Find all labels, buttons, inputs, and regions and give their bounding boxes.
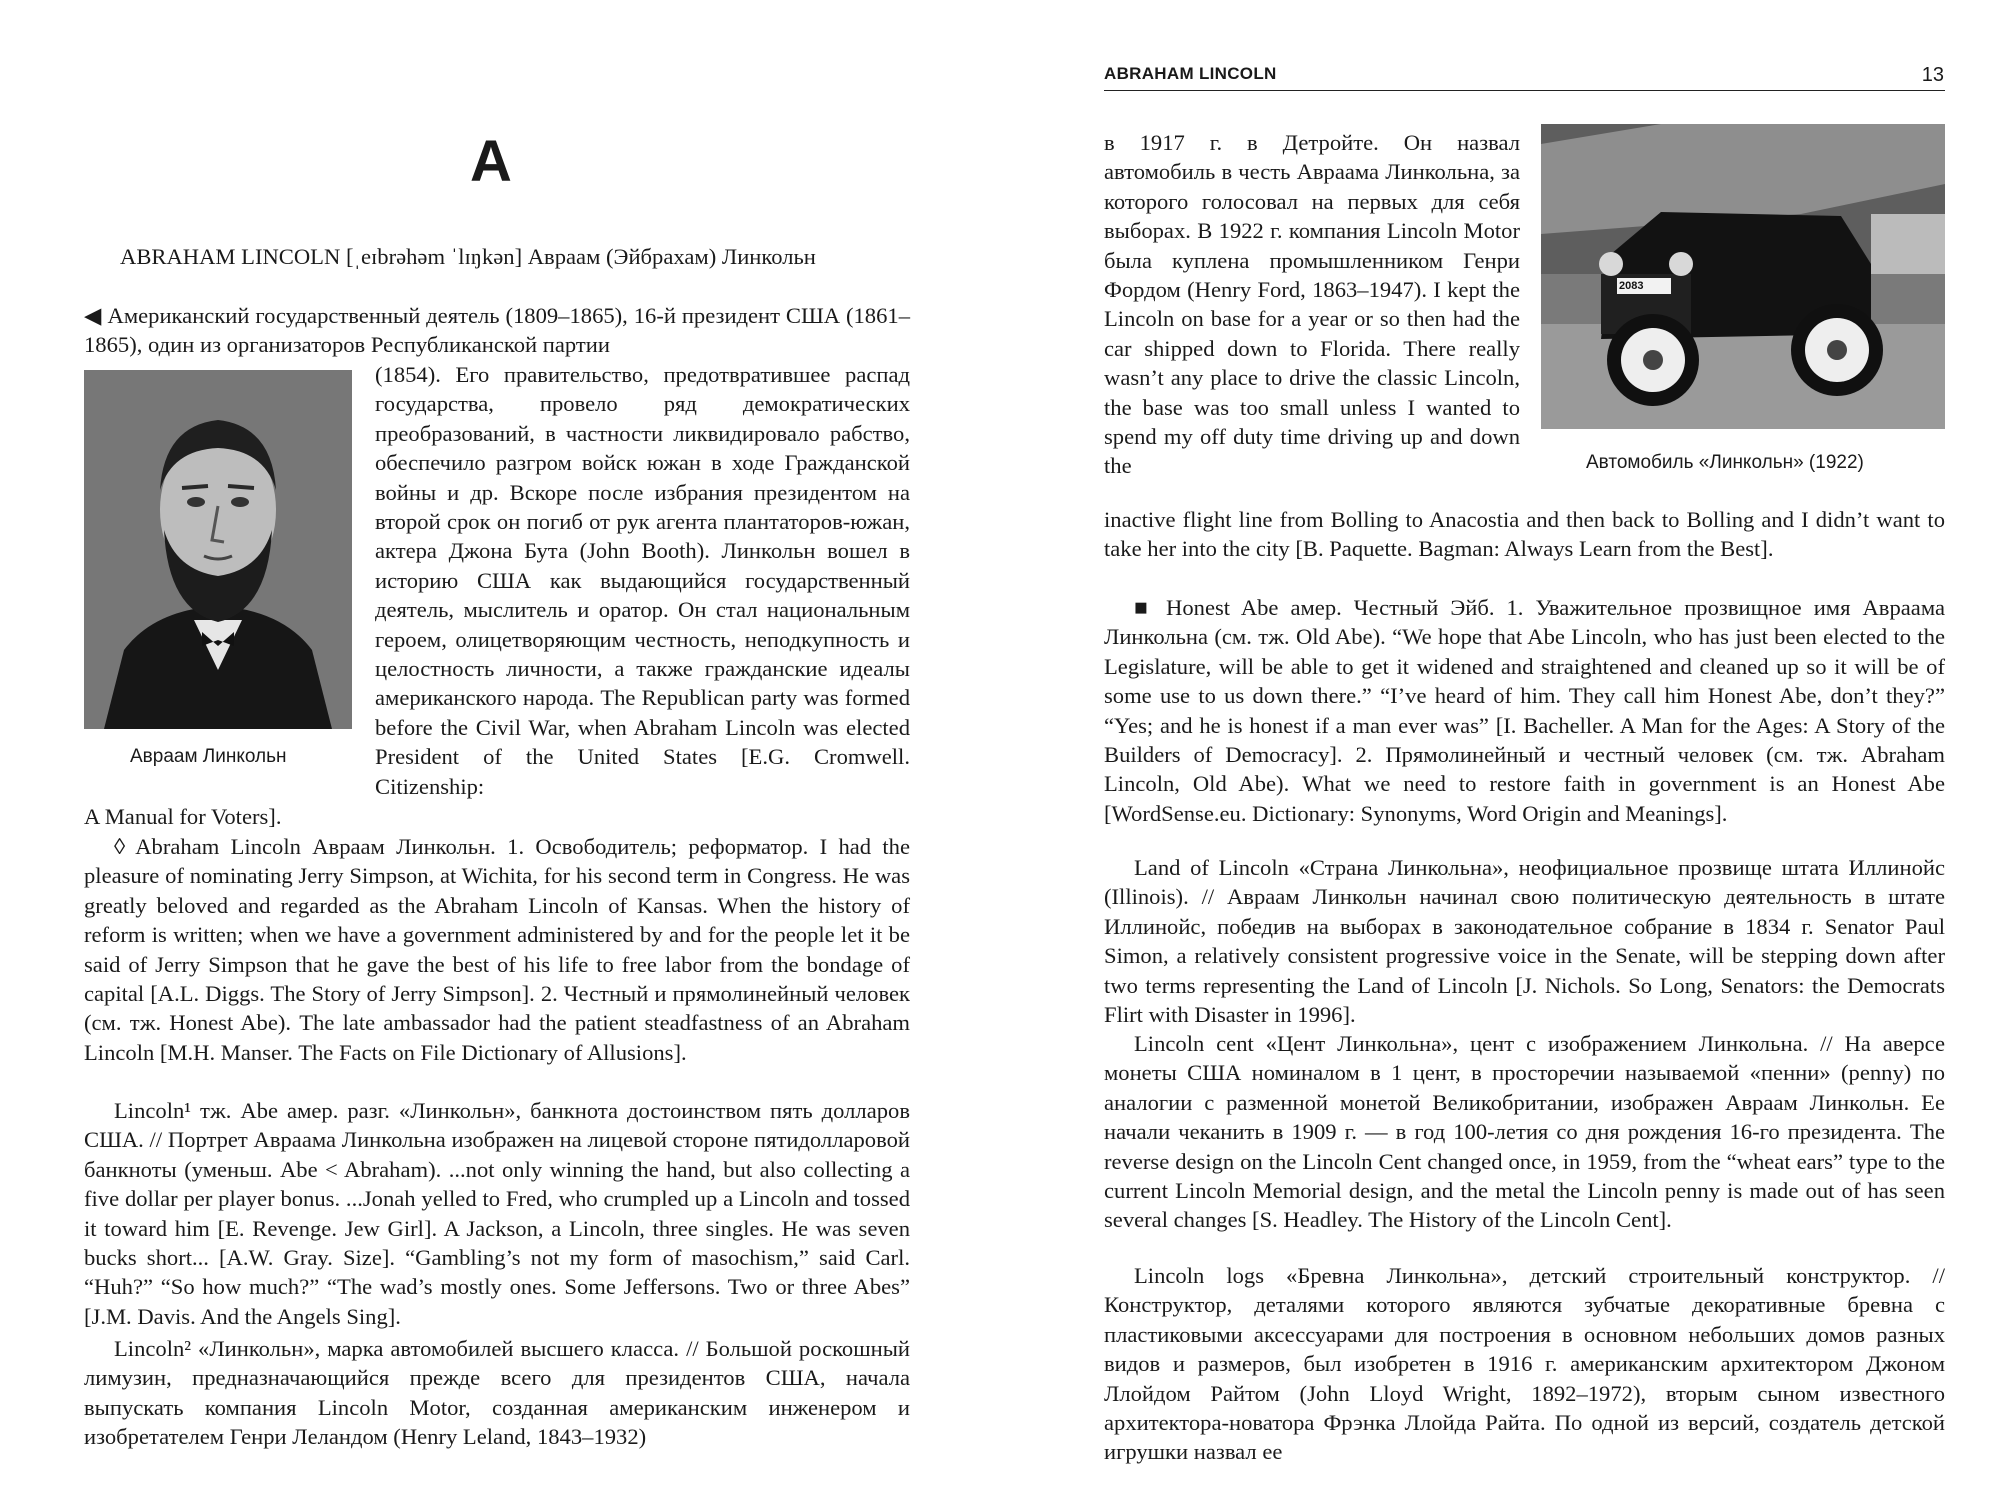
page-number: 13 bbox=[1921, 64, 1944, 86]
car-photo-caption: Автомобиль «Линкольн» (1922) bbox=[1586, 452, 1864, 473]
lincoln-logs-entry: Lincoln logs «Бревна Линкольна», детский строительный конструктор. // Конструктор, деталями которого являются зубчатые декоративные бревна с пластиковыми аксессуарами для построения в основном небольших домов разных видов и размеров, был изобретен в 1916 г. американским архитектором Джоном Ллойдом Райтом (John Lloyd Wright, 1892–1972), вторым сыном известного архитектора-новатора Фрэнка Ллойда Райта. По одной из версий, создатель детской игрушки назвал ее bbox=[1104, 1263, 1945, 1465]
entry-heading-para: ABRAHAM LINCOLN [ˌeɪbrəhəm ˈlɪŋkən] Авраам (Эйбрахам) Линкольн bbox=[120, 244, 816, 269]
entry-intro-para: ◀ Американский государственный деятель (1809–1865), 16-й президент США (1861–1865), один из организаторов Республиканской партии bbox=[84, 303, 910, 358]
lincoln2-continuation: в 1917 г. в Детройте. Он назвал автомобиль в честь Авраама Линкольна, за которого голосовал на первых для себя выборах. В 1922 г. компания Lincoln Motor была куплена промышленником Генри Фордом (Henry Ford, 1863–1947). I kept the Lincoln on base for a year or so then had the car shipped down to Florida. There really wasn’t any place to drive the classic Lincoln, the base was too small unless I wanted to spend my off duty time driving up and down the bbox=[1104, 130, 1520, 479]
honest-abe-entry: ■ Honest Abe амер. Честный Эйб. 1. Уважительное прозвищное имя Авраама Линкольна (см. тж. Old Abe). “We hope that Abe Lincoln, who has just been elected to the Legislature, will be able to get it widened and straightened and cleaned up so it will be of some use to us down there.” “I’ve heard of him. They call him Honest Abe, don’t they?” “Yes; and he is honest if a man ever was” [I. Bacheller. A Man for the Ages: A Story of the Builders of Democracy]. 2. Прямолинейный и честный человек (см. тж. Abraham Lincoln, Old Abe). What we need to restore faith in government is an Honest Abe [WordSense.eu. Dictionary: Synonyms, Word Origin and Meanings]. bbox=[1104, 595, 1945, 826]
right-page bbox=[1000, 0, 2000, 1511]
running-head: ABRAHAM LINCOLN bbox=[1104, 64, 1277, 83]
lincoln-cent-entry: Lincoln cent «Цент Линкольна», цент с изображением Линкольна. // На аверсе монеты США номиналом в 1 цент, в просторечии называемой «пенни» (penny) по аналогии с разменной монетой Великобритании, изображен Авраам Линкольн. Ее начали чеканить в 1909 г. — в год 100-летия со дня рождения 16-го президента. The reverse design on the Lincoln Cent changed once, in 1959, from the “wheat ears” type to the current Lincoln Memorial design, and the metal the Lincoln penny is made out of has seen several changes [S. Headley. The History of the Lincoln Cent]. bbox=[1104, 1031, 1945, 1233]
lincoln2-entry: Lincoln² «Линкольн», марка автомобилей высшего класса. // Большой роскошный лимузин, предназначающийся прежде всего для президентов США, начала выпускать компания Lincoln Motor, созданная американским инженером и изобретателем Генри Лeландом (Henry Leland, 1843–1932) bbox=[84, 1336, 910, 1450]
lincoln-car-photo-svg bbox=[1541, 124, 1945, 429]
entry-source-end: A Manual for Voters]. bbox=[84, 804, 282, 829]
entry-body-para: (1854). Его правительство, предотвратившее распад государства, провело ряд демократических преобразований, в частности ликвидировало рабство, обеспечило разгром войск южан в ходе Гражданской войны и др. Вскоре после избрания президентом на второй срок он погиб от рук агента плантаторов-южан, актера Джона Бута (John Booth). Линкольн вошел в историю США как выдающийся государственный деятель, мыслитель и оратор. Он стал национальным героем, олицетворяющим честность, неподкупность и целостность личности, а также гражданские идеалы американского народа. The Republican party was formed before the Civil War, when Abraham Lincoln was elected President of the United States [E.G. Cromwell. Citizenship: bbox=[375, 362, 910, 799]
header-rule bbox=[1104, 90, 1945, 91]
lincoln-portrait-svg bbox=[84, 370, 352, 729]
lincoln1-entry: Lincoln¹ тж. Abe амер. разг. «Линкольн», банкнота достоинством пять долларов США. // Портрет Авраама Линкольна изображен на лицевой стороне пятидолларовой банкноты (уменьш. Abe < Abraham). ...not only winning the hand, but also collecting a five dollar per player bonus. ...Jonah yelled to Fred, who crumpled up a Lincoln and tossed it toward him [E. Revenge. Jew Girl]. A Jackson, a Lincoln, three singles. He was seven bucks short... [A.W. Gray. Size]. “Gambling’s not my form of masochism,” said Carl. “Huh?” “So how much?” “The wad’s mostly ones. Some Jeffersons. Two or three Abes” [J.M. Davis. And the Angels Sing]. bbox=[84, 1098, 910, 1329]
lincoln2-quote-end: inactive flight line from Bolling to Anacostia and then back to Bolling and I didn’t want to take her into the city [B. Paquette. Bagman: Always Learn from the Best]. bbox=[1104, 507, 1945, 562]
lincoln-portrait bbox=[84, 370, 352, 729]
land-of-lincoln-entry: Land of Lincoln «Страна Линкольна», неофициальное прозвище штата Иллинойс (Illinois). // Авраам Линкольн начинал свою политическую деятельность в штате Иллинойс, победив на выборах в законодательное собрание в 1834 г. Senator Paul Simon, a relatively consistent progressive voice in the Senate, will be stepping down after two terms representing the Land of Lincoln [J. Nichols. So Long, Senators: the Democrats Flirt with Disaster in 1996]. bbox=[1104, 855, 1945, 1028]
portrait-caption: Авраам Линкольн bbox=[130, 746, 287, 767]
license-plate: 2083 bbox=[1619, 280, 1644, 292]
abraham-lincoln-subentry: ◊ Abraham Lincoln Авраам Линкольн. 1. Освободитель; реформатор. I had the pleasure of nominating Jerry Simpson, at Wichita, for his second term in Congress. He was greatly beloved and regarded as the Abraham Lincoln of Kansas. When the history of reform is written; when we have a government administered by and for the people let it be said of Jerry Simpson that he gave the best of his life to free labor from the bondage of capital [A.L. Diggs. The Story of Jerry Simpson]. 2. Честный и прямолинейный человек (см. тж. Honest Abe). The late ambassador had the patient steadfastness of an Abraham Lincoln [M.H. Manser. The Facts on File Dictionary of Allusions]. bbox=[84, 834, 910, 1065]
lincoln-car-photo bbox=[1541, 124, 1945, 429]
section-letter: A bbox=[470, 129, 512, 194]
